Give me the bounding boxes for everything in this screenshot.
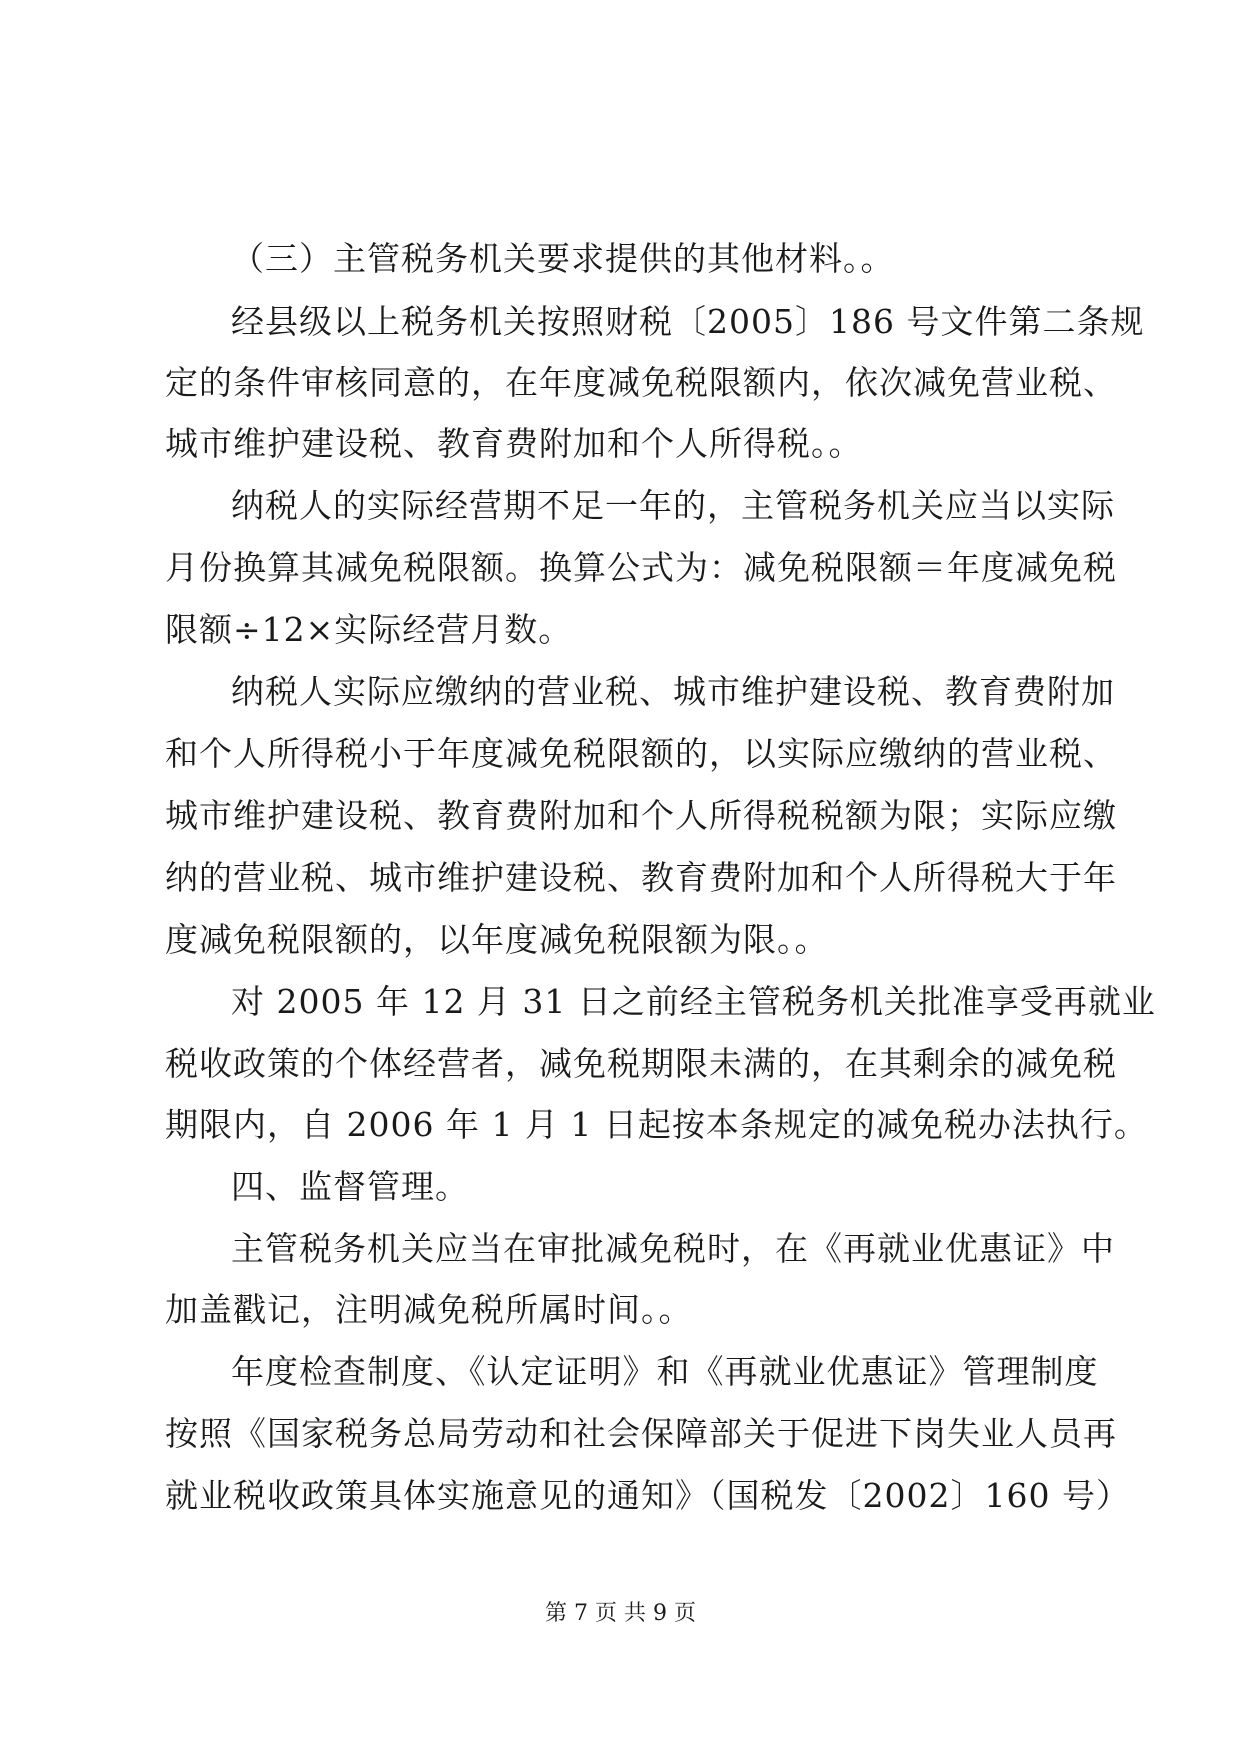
paragraph-line: 纳的营业税、城市维护建设税、教育费附加和个人所得税大于年	[165, 858, 1117, 897]
paragraph-line: 定的条件审核同意的，在年度减免税限额内，依次减免营业税、	[165, 363, 1117, 402]
paragraph-line: 城市维护建设税、教育费附加和个人所得税。。	[165, 424, 863, 463]
paragraph-line: 就业税收政策具体实施意见的通知》（国税发〔2002〕160 号）	[165, 1476, 1130, 1515]
paragraph-line: 限额÷12×实际经营月数。	[165, 610, 573, 649]
paragraph-line: 纳税人实际应缴纳的营业税、城市维护建设税、教育费附加	[231, 672, 1115, 711]
paragraph-line: 年度检查制度、《认定证明》和《再就业优惠证》管理制度	[231, 1352, 1099, 1391]
paragraph-line: 按照《国家税务总局劳动和社会保障部关于促进下岗失业人员再	[165, 1414, 1117, 1453]
paragraph-line: 加盖戳记，注明减免税所属时间。。	[165, 1290, 693, 1329]
section-heading: 四、监督管理。	[231, 1167, 469, 1206]
paragraph-line: 对 2005 年 12 月 31 日之前经主管税务机关批准享受再就业	[231, 982, 1156, 1021]
paragraph-line: 主管税务机关应当在审批减免税时，在《再就业优惠证》中	[231, 1229, 1115, 1268]
paragraph-line: （三）主管税务机关要求提供的其他材料。。	[231, 239, 895, 278]
paragraph-line: 税收政策的个体经营者，减免税期限未满的，在其剩余的减免税	[165, 1044, 1117, 1083]
paragraph-line: 期限内，自 2006 年 1 月 1 日起按本条规定的减免税办法执行。	[165, 1105, 1148, 1144]
paragraph-line: 度减免税限额的，以年度减免税限额为限。。	[165, 920, 829, 959]
page-footer: 第 7 页 共 9 页	[545, 1601, 696, 1626]
paragraph-line: 月份换算其减免税限额。换算公式为：减免税限额＝年度减免税	[165, 548, 1117, 587]
paragraph-line: 和个人所得税小于年度减免税限额的，以实际应缴纳的营业税、	[165, 734, 1117, 773]
paragraph-line: 经县级以上税务机关按照财税〔2005〕186 号文件第二条规	[231, 302, 1145, 341]
paragraph-line: 纳税人的实际经营期不足一年的，主管税务机关应当以实际	[231, 486, 1115, 525]
paragraph-line: 城市维护建设税、教育费附加和个人所得税税额为限；实际应缴	[165, 796, 1117, 835]
